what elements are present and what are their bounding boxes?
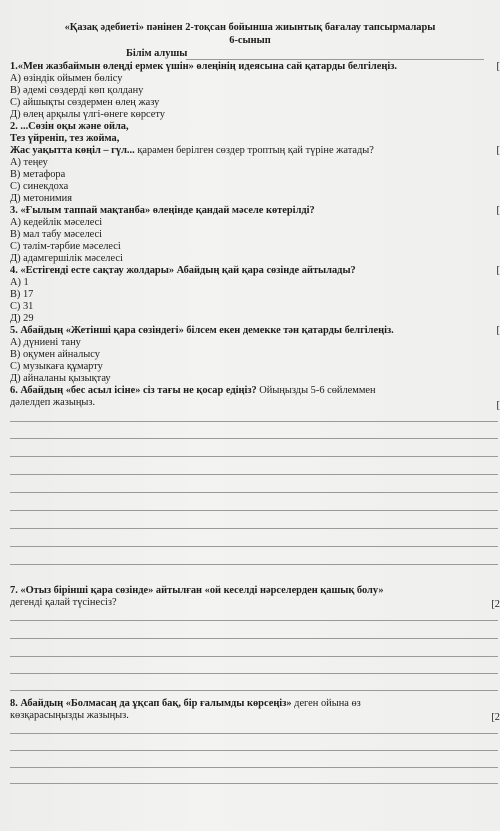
q8-line2: көзқарасыңызды жазыңыз. (10, 710, 129, 721)
answer-line[interactable] (10, 620, 498, 621)
q5-question: 5. Абайдың «Жетінші қара сөзіндегі» білсем екен демекке тән қатарды белгілеңіз. (10, 325, 394, 336)
q1-option-d: Д) өлең арқылы үлгі-өнеге көрсету (10, 109, 165, 120)
answer-line[interactable] (10, 673, 498, 674)
q6-question (10, 385, 376, 397)
q2-question (10, 145, 374, 157)
q3-option-d: Д) адамгершілік мәселесі (10, 253, 123, 264)
q2-mark: [ (496, 145, 500, 156)
q7-question: 7. «Отыз бірінші қара сөзінде» айтылған «ой кеселді нәрселерден қашық болу» (10, 585, 384, 596)
answer-line[interactable] (10, 767, 498, 768)
q1-mark: [ (496, 61, 500, 72)
q8-question-rest: деген ойына өз (291, 698, 361, 709)
q1-option-a: А) өзіндік ойымен бөлісу (10, 73, 123, 84)
answer-line[interactable] (10, 546, 498, 547)
answer-line[interactable] (10, 750, 498, 751)
q2-question-rest: қарамен берілген сөздер троптың қай түріне жатады? (134, 145, 374, 156)
q4-question: 4. «Естігенді есте сақтау жолдары» Абайдың қай қара сөзінде айтылады? (10, 265, 356, 276)
q2-lead: 2. ...Сөзін оқы және ойла, (10, 121, 129, 132)
answer-line[interactable] (10, 421, 498, 422)
q2-option-b: В) метафора (10, 169, 66, 180)
q4-mark: [ (496, 265, 500, 276)
q2-option-a: А) теңеу (10, 157, 48, 168)
q7-line2: дегенді қалай түсінесіз? (10, 597, 117, 608)
q3-option-a: А) кедейлік мәселесі (10, 217, 103, 228)
q4-option-c: С) 31 (10, 301, 34, 312)
q1-option-c: С) айшықты сөздермен өлең жазу (10, 97, 160, 108)
answer-line[interactable] (10, 474, 498, 475)
q3-mark: [ (496, 205, 500, 216)
answer-line[interactable] (10, 510, 498, 511)
answer-line[interactable] (10, 456, 498, 457)
q8-question-bold: 8. Абайдың «Болмасаң да ұқсап бақ, бір ғалымды көрсеңіз» (10, 698, 292, 709)
student-label: Білім алушы (126, 48, 188, 59)
answer-line[interactable] (10, 690, 498, 691)
q8-mark: [2 (491, 712, 500, 723)
answer-line[interactable] (10, 733, 498, 734)
q4-option-d: Д) 29 (10, 313, 34, 324)
q1-question: 1.«Мен жазбаймын өлеңді ермек үшін» өлеңінің идеясына сай қатарды белгілеңіз. (10, 61, 398, 72)
q5-mark: [ (496, 325, 500, 336)
grade-label: 6-сынып (229, 35, 271, 46)
q4-option-b: В) 17 (10, 289, 34, 300)
answer-line[interactable] (10, 656, 498, 657)
answer-line[interactable] (10, 638, 498, 639)
worksheet-title: «Қазақ әдебиеті» пәнінен 2-тоқсан бойынша жиынтық бағалау тапсырмалары (64, 22, 436, 33)
q8-question (10, 698, 361, 710)
answer-line[interactable] (10, 783, 498, 784)
q5-option-c: С) музыкаға құмарту (10, 361, 103, 372)
q5-option-a: А) дүниені тану (10, 337, 81, 348)
answer-line[interactable] (10, 528, 498, 529)
q3-option-c: С) тәлім-тәрбие мәселесі (10, 241, 121, 252)
student-name-line[interactable] (186, 59, 484, 60)
answer-line[interactable] (10, 564, 498, 565)
q2-option-c: С) синекдоха (10, 181, 69, 192)
q2-option-d: Д) метонимия (10, 193, 72, 204)
q5-option-d: Д) айналаны қызықтау (10, 373, 111, 384)
q6-mark: [ (496, 400, 500, 411)
q6-question-bold: 6. Абайдың «бес асыл ісіне» сіз тағы не қосар едіңіз? (10, 385, 257, 396)
q6-line2: дәлелдеп жазыңыз. (10, 397, 96, 408)
q4-option-a: А) 1 (10, 277, 29, 288)
q6-question-rest: Ойыңызды 5-6 сөйлеммен (256, 385, 376, 396)
q7-mark: [2 (491, 599, 500, 610)
q3-question: 3. «Ғылым таппай мақтанба» өлеңінде қандай мәселе көтерілді? (10, 205, 315, 216)
answer-line[interactable] (10, 492, 498, 493)
answer-line[interactable] (10, 438, 498, 439)
q3-option-b: В) мал табу мәселесі (10, 229, 103, 240)
q2-line2: Тез үйреніп, тез жойма, (10, 133, 120, 144)
q5-option-b: В) оқумен айналысу (10, 349, 100, 360)
q2-question-bold: Жас уақытта көңіл – гүл... (10, 145, 135, 156)
q1-option-b: В) әдемі сөздерді көп қолдану (10, 85, 144, 96)
